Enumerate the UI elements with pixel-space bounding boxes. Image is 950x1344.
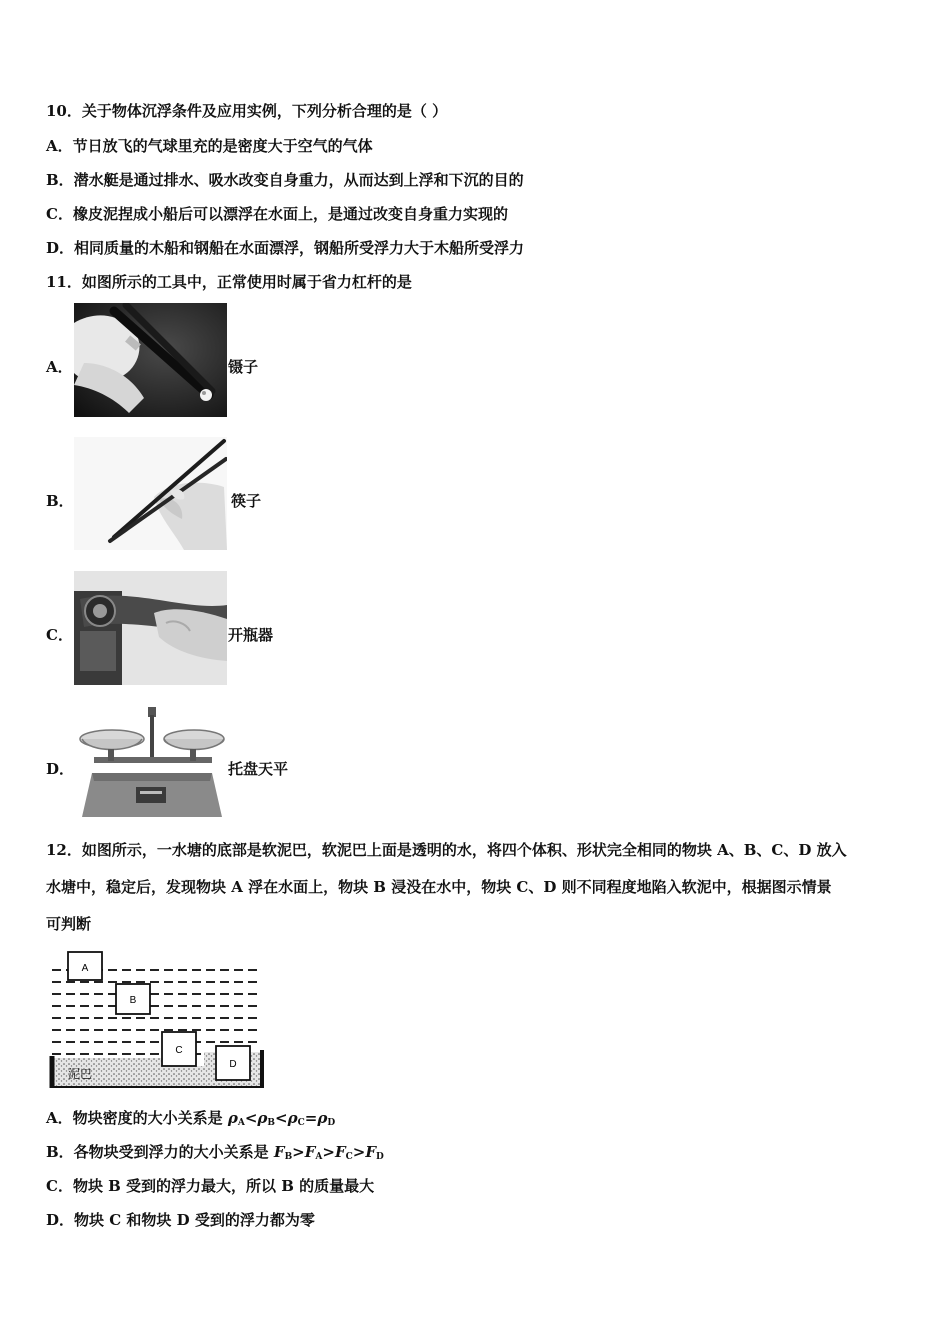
q10-option-a: A．节日放飞的气球里充的是密度大于空气的气体 — [46, 137, 373, 155]
q11-option-d-name: 托盘天平 — [228, 760, 289, 778]
q12-stem-line-3: 可判断 — [46, 915, 92, 933]
q12-option-d: D．物块 C 和物块 D 受到的浮力都为零 — [46, 1211, 315, 1229]
tweezers-image — [74, 303, 227, 417]
q12-option-a: A．物块密度的大小关系是 $\rho_A<\rho_B<\rho_C=\rho_D$ — [46, 1109, 336, 1128]
q11-stem: 11．如图所示的工具中，正常使用时属于省力杠杆的是 — [46, 273, 412, 291]
q11-option-b-name: 筷子 — [231, 492, 262, 510]
q12-stem-line-1: 12．如图所示，一水塘的底部是软泥巴，软泥巴上面是透明的水，将四个体积、形状完全相同的物块 A、B、C、D 放入 — [46, 841, 847, 859]
q11-option-a-name: 镊子 — [228, 358, 259, 376]
q12-stem-line-2: 水塘中，稳定后，发现物块 A 浮在水面上，物块 B 浸没在水中，物块 C、D 则不同程度地陷入软泥中，根据图示情景 — [46, 878, 832, 896]
block-d-label: D — [229, 1059, 237, 1070]
block-b-label: B — [129, 995, 137, 1006]
pond-diagram — [48, 948, 266, 1090]
bottle-opener-image — [74, 571, 227, 685]
q12-option-b: B．各物块受到浮力的大小关系是 $F_B>F_A>F_C>F_D$ — [46, 1143, 384, 1162]
q10-option-b: B．潜水艇是通过排水、吸水改变自身重力，从而达到上浮和下沉的目的 — [46, 171, 524, 189]
q11-option-c-name: 开瓶器 — [228, 626, 274, 644]
q10-option-c: C．橡皮泥捏成小船后可以漂浮在水面上，是通过改变自身重力实现的 — [46, 205, 508, 223]
q12-option-c: C．物块 B 受到的浮力最大，所以 B 的质量最大 — [46, 1177, 375, 1195]
block-c-label: C — [175, 1045, 183, 1056]
balance-image — [74, 705, 227, 819]
q11-option-c-label: C． — [46, 626, 73, 644]
chopsticks-image — [74, 437, 227, 550]
q11-option-b-label: B． — [46, 492, 74, 510]
q10-stem: 10．关于物体沉浮条件及应用实例，下列分析合理的是（ ） — [46, 102, 448, 120]
pond-diagram-svg — [48, 948, 266, 1090]
mud-label: 泥巴 — [68, 1067, 93, 1081]
q11-option-d-label: D． — [46, 760, 75, 778]
block-a-label: A — [81, 963, 89, 974]
q10-option-d: D．相同质量的木船和钢船在水面漂浮，钢船所受浮力大于木船所受浮力 — [46, 239, 525, 257]
q11-option-a-label: A． — [46, 358, 73, 376]
